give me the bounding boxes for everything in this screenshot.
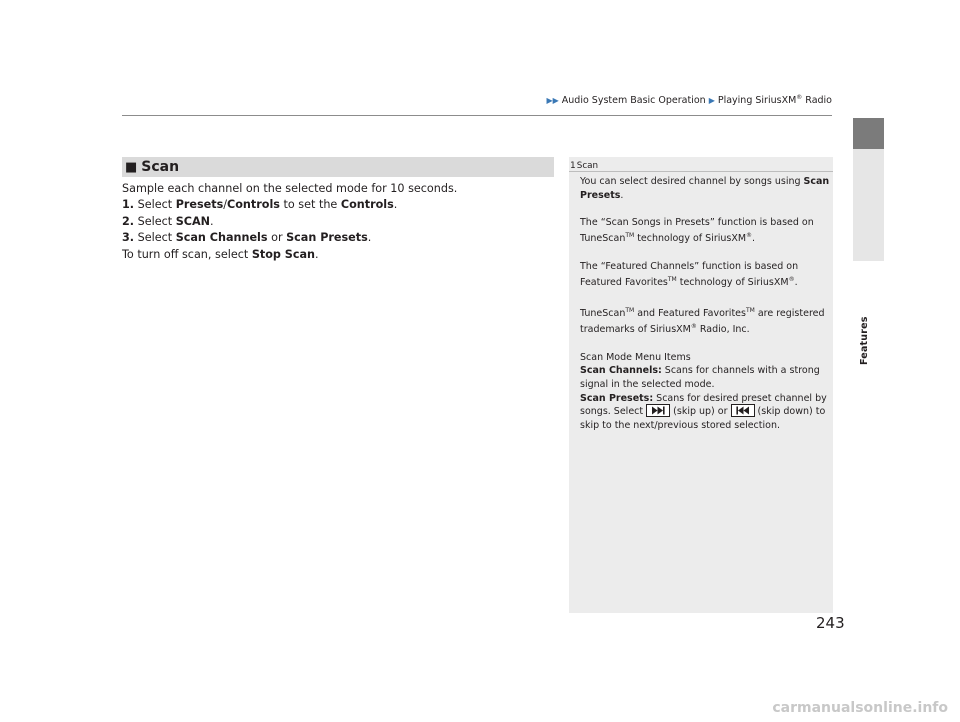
main-body bbox=[122, 181, 552, 263]
breadcrumb-arrow-icon: ▶ bbox=[708, 95, 715, 105]
page-number: 243 bbox=[816, 614, 845, 632]
intro-text: Sample each channel on the selected mode for 10 seconds. bbox=[122, 182, 458, 195]
stop-scan-instruction: To turn off scan, select Stop Scan. bbox=[122, 247, 319, 261]
menu-items-title: Scan Mode Menu Items bbox=[580, 351, 691, 363]
step-2: 2. Select SCAN. bbox=[122, 214, 214, 228]
breadcrumb-page: Playing SiriusXM® Radio bbox=[717, 94, 832, 107]
header-rule bbox=[122, 115, 832, 116]
sidebar-header bbox=[569, 157, 833, 172]
sidebar-title: Scan bbox=[576, 161, 599, 171]
sidebar-para-2: The “Scan Songs in Presets” function is based on TuneScan™ technology of SiriusXM®. bbox=[580, 216, 814, 245]
breadcrumb-arrow-icon: ▶▶ bbox=[546, 95, 559, 105]
section-title: Scan bbox=[141, 159, 180, 175]
sidebar-body bbox=[580, 175, 830, 432]
sidebar-para-4: TuneScan™ and Featured Favorites™ are registered trademarks of SiriusXM® Radio, Inc. bbox=[580, 306, 825, 336]
step-1: 1. Select Presets/Controls to set the Controls. bbox=[122, 198, 398, 212]
watermark: carmanualsonline.info bbox=[772, 700, 948, 716]
sidebar-para-1: You can select desired channel by songs using Scan Presets. bbox=[580, 176, 830, 201]
heading-square-icon: ■ bbox=[125, 159, 138, 175]
chapter-tab bbox=[852, 255, 882, 365]
chapter-tab-marker bbox=[853, 118, 884, 149]
reference-number: 1 bbox=[570, 161, 576, 171]
sidebar-para-5: Scan Mode Menu Items Scan Channels: Scans for channels with a strong signal in the selected mode. Scan Presets: Scans for desired preset channel by songs. Select (skip up) or (skip down) to skip to the next/previous stored selection. bbox=[580, 351, 827, 431]
chapter-tab-label: Features bbox=[859, 316, 870, 365]
skip-back-icon bbox=[731, 404, 755, 417]
skip-forward-icon bbox=[646, 404, 670, 417]
section-heading bbox=[122, 157, 554, 177]
step-3: 3. Select Scan Channels or Scan Presets. bbox=[122, 231, 372, 245]
breadcrumb-section: Audio System Basic Operation bbox=[561, 94, 706, 106]
chapter-tab-band bbox=[853, 149, 884, 261]
breadcrumb bbox=[546, 94, 832, 106]
sidebar-para-3: The “Featured Channels” function is based on Featured Favorites™ technology of SiriusXM®. bbox=[580, 260, 799, 289]
